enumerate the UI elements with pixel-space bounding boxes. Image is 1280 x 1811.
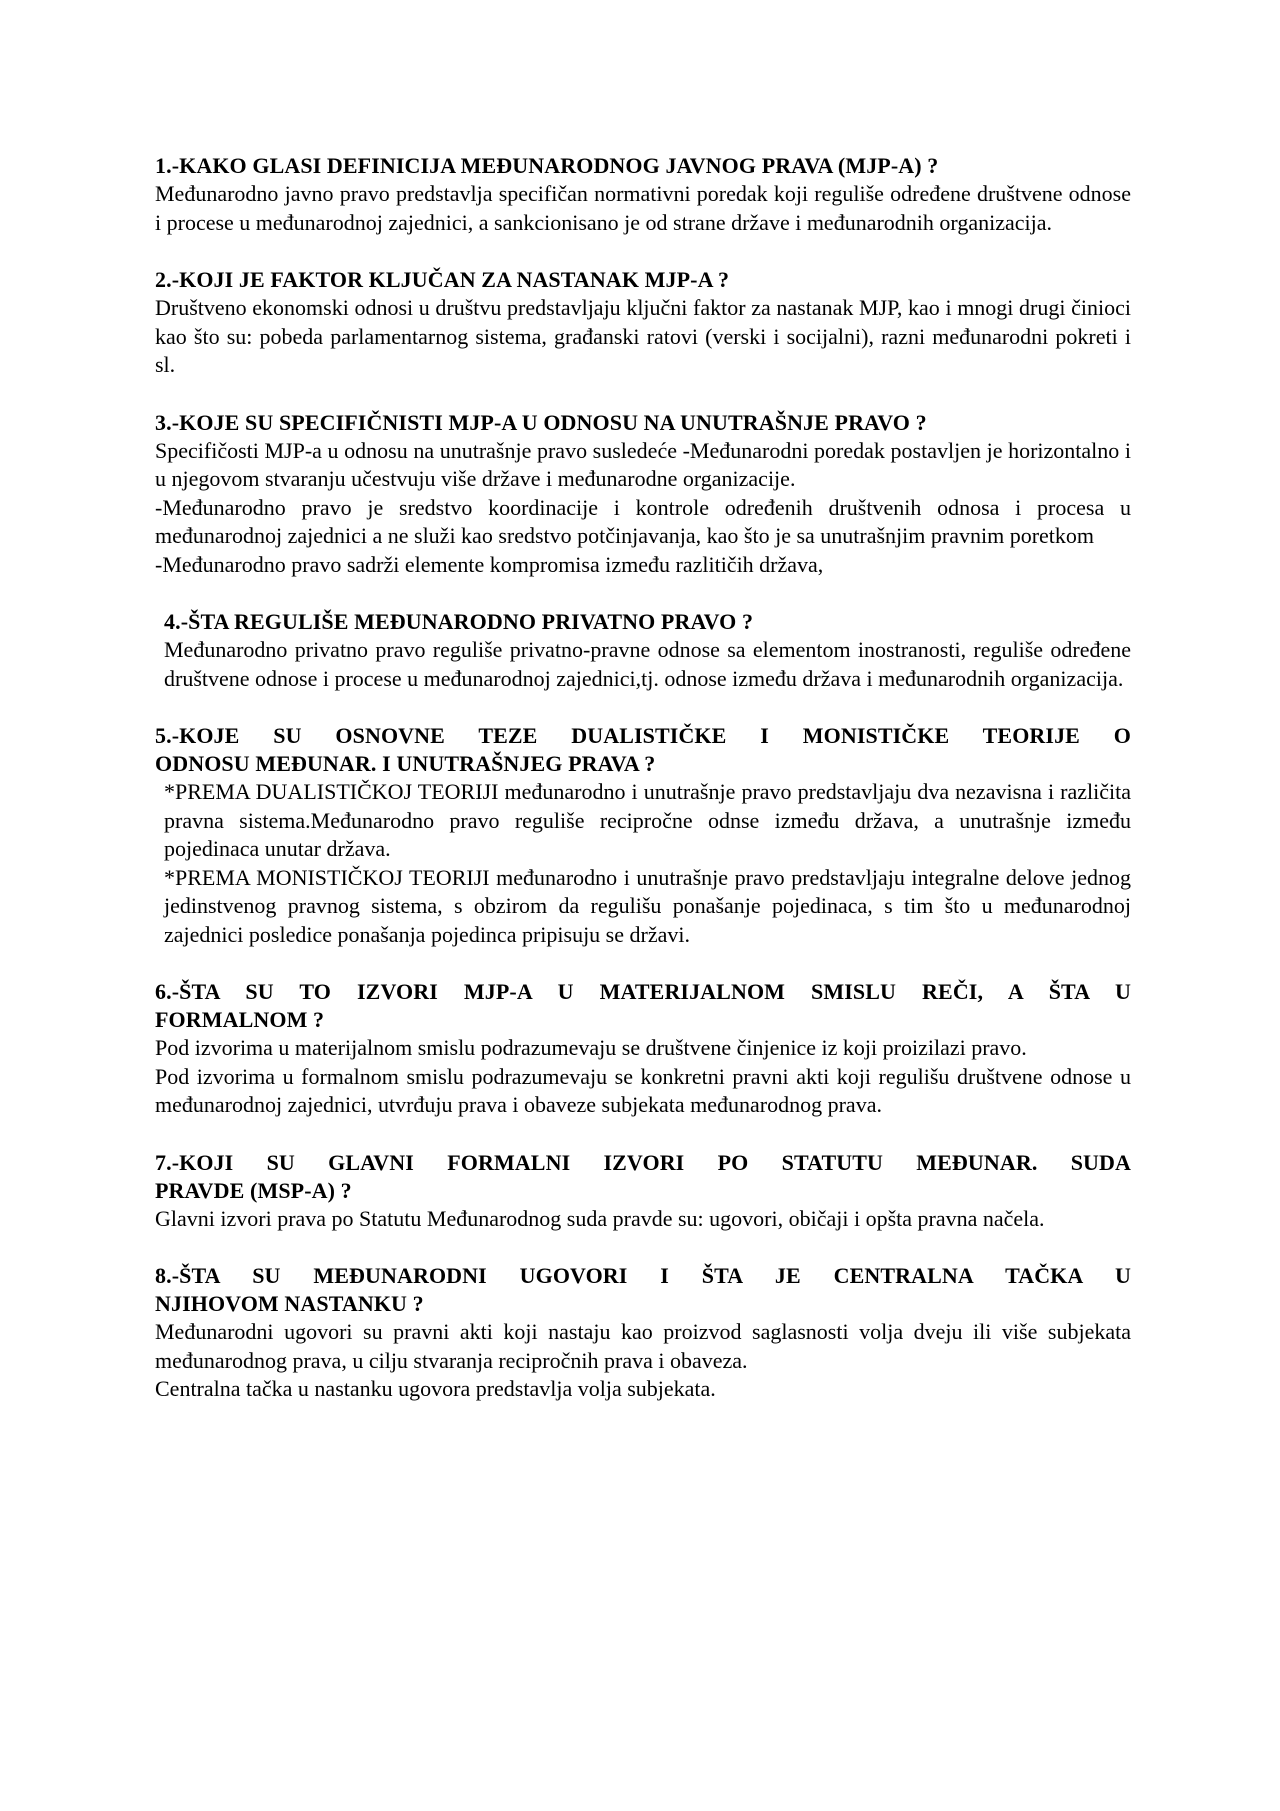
question-title-line: 7.-KOJI SU GLAVNI FORMALNI IZVORI PO STATUTU MEĐUNAR. SUDA [155, 1149, 1131, 1175]
question-title-5 [155, 722, 1131, 778]
question-title-line: NJIHOVOM NASTANKU ? [155, 1291, 424, 1316]
question-section-6 [155, 978, 1131, 1120]
answer-paragraph: -Međunarodno pravo je sredstvo koordinacije i kontrole određenih društvenih odnosa i procesa u međunarodnoj zajednici a ne služi kao sredstvo potčinjavanja, kao što je sa unutrašnjim pravnim poretkom [155, 494, 1131, 548]
question-title-line: 6.-ŠTA SU TO IZVORI MJP-A U MATERIJALNOM SMISLU REČI, A ŠTA U [155, 979, 1131, 1004]
question-title-line: 8.-ŠTA SU MEĐUNARODNI UGOVORI I ŠTA JE CENTRALNA TAČKA U [155, 1263, 1131, 1288]
question-title-6 [155, 978, 1131, 1034]
question-section-3 [155, 409, 1131, 580]
question-title-line: PRAVDE (MSP-A) ? [155, 1177, 352, 1203]
question-section-1 [155, 152, 1131, 237]
question-title-7 [155, 1149, 1131, 1205]
answer-paragraph: -Međunarodno pravo sadrži elemente kompromisa između razlitičih država, [155, 551, 824, 577]
question-title-line: ODNOSU MEĐUNAR. I UNUTRAŠNJEG PRAVA ? [155, 751, 656, 776]
question-title-line: 5.-KOJE SU OSNOVNE TEZE DUALISTIČKE I MONISTIČKE TEORIJE O [155, 723, 1131, 748]
question-section-7 [155, 1149, 1131, 1234]
answer-paragraph: Međunarodno privatno pravo reguliše privatno-pravne odnose sa elementom inostranosti, reguliše određene društvene odnose i procese u međunarodnoj zajednici,tj. odnose između država i međunarodnih organizacija. [164, 637, 1131, 691]
answer-paragraph: *PREMA DUALISTIČKOJ TEORIJI međunarodno i unutrašnje pravo predstavljaju dva nezavisna i različita pravna sistema.Međunarodno pravo reguliše recipročne odnse između država, a unutrašnje između pojedinaca unutar država. [164, 779, 1131, 861]
answer-paragraph: Specifičosti MJP-a u odnosu na unutrašnje pravo susledeće -Međunarodni poredak postavljen je horizontalno i u njegovom stvaranju učestvuju više države i međunarodne organizacije. [155, 437, 1131, 491]
question-title-4: 4.-ŠTA REGULIŠE MEĐUNARODNO PRIVATNO PRAVO ? [164, 609, 754, 634]
answer-paragraph: Međunarodni ugovori su pravni akti koji nastaju kao proizvod saglasnosti volja dveju ili više subjekata međunarodnog prava, u cilju stvaranja recipročnih prava i obaveza. [155, 1319, 1131, 1373]
question-title-1: 1.-KAKO GLASI DEFINICIJA MEĐUNARODNOG JAVNOG PRAVA (MJP-A) ? [155, 153, 939, 178]
answer-paragraph: Pod izvorima u materijalnom smislu podrazumevaju se društvene činjenice iz koji proizilazi pravo. [155, 1035, 1027, 1060]
answer-paragraph: Pod izvorima u formalnom smislu podrazumevaju se konkretni pravni akti koji regulišu društvene odnose u međunarodnoj zajednici, utvrđuju prava i obaveze subjekata međunarodnog prava. [155, 1063, 1131, 1117]
question-title-line: FORMALNOM ? [155, 1007, 325, 1032]
answer-block [155, 778, 1131, 949]
document-page [155, 152, 1131, 1433]
answer-paragraph: *PREMA MONISTIČKOJ TEORIJI međunarodno i unutrašnje pravo predstavljaju integralne delove jednog jedinstvenog pravnog sistema, s obzirom da regulišu ponašanje pojedinaca, s tim što u međunarodnoj zajednici posledice ponašanja pojedinca pripisuju se državi. [164, 864, 1131, 947]
question-title-2: 2.-KOJI JE FAKTOR KLJUČAN ZA NASTANAK MJP-A ? [155, 267, 730, 292]
answer-paragraph: Međunarodno javno pravo predstavlja specifičan normativni poredak koji reguliše određene društvene odnose i procese u međunarodnoj zajednici, a sankcionisano je od strane države i međunarodnih organizacija. [155, 181, 1131, 235]
question-section-8 [155, 1262, 1131, 1404]
question-section-2 [155, 266, 1131, 380]
question-section-5 [155, 722, 1131, 949]
question-section-4 [155, 608, 1131, 693]
question-title-3: 3.-KOJE SU SPECIFIČNISTI MJP-A U ODNOSU NA UNUTRAŠNJE PRAVO ? [155, 409, 927, 435]
answer-paragraph: Glavni izvori prava po Statutu Međunarodnog suda pravde su: ugovori, običaji i opšta pravna načela. [155, 1205, 1045, 1231]
question-title-8 [155, 1262, 1131, 1318]
answer-paragraph: Centralna tačka u nastanku ugovora predstavlja volja subjekata. [155, 1376, 716, 1401]
answer-paragraph: Društveno ekonomski odnosi u društvu predstavljaju ključni faktor za nastanak MJP, kao i mnogi drugi činioci kao što su: pobeda parlamentarnog sistema, građanski ratovi (verski i socijalni), razni međunarodni pokreti i sl. [155, 295, 1131, 377]
